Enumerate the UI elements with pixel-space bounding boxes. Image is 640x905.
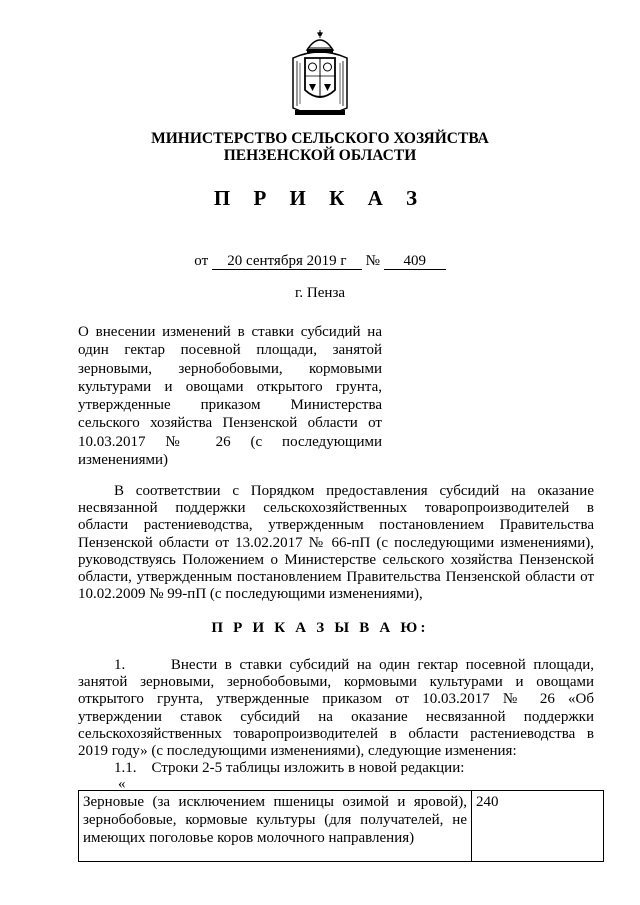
date-number-line <box>0 253 640 270</box>
preamble-line: области, утвержденным постановлением Правительства Пензенской области от <box>78 568 594 585</box>
preamble-line: области растениеводства, утвержденным постановлением Правительства <box>78 517 594 534</box>
ministry-name-line2: ПЕНЗЕНСКОЙ ОБЛАСТИ <box>223 147 417 164</box>
item-1-line: занятой зерновыми, зернобобовыми, кормовыми культурами и овощами <box>78 674 594 691</box>
city: г. Пенза <box>294 285 346 301</box>
preamble-line: руководствуясь Положением о Министерстве сельского хозяйства Пензенской <box>78 551 594 568</box>
order-subject <box>78 323 382 469</box>
document-type-title: П Р И К А З <box>213 186 427 210</box>
ministry-name-line1: МИНИСТЕРСТВО СЕЛЬСКОГО ХОЗЯЙСТВА <box>151 130 489 147</box>
coat-of-arms-emblem <box>285 28 355 120</box>
item-1-line: 1. Внести в ставки субсидий на один гектар посевной площади, <box>114 657 594 673</box>
subject-line: культурами и овощами открытого грунта, <box>78 378 382 395</box>
preamble-line: Пензенской области от 13.02.2017 № 66-пП (с последующими изменениями), <box>78 534 594 551</box>
subsidy-rates-table <box>78 790 604 862</box>
subject-line: изменениями) <box>78 452 169 469</box>
subject-line: один гектар посевной площади, занятой <box>78 342 382 359</box>
preamble-paragraph <box>78 483 594 603</box>
number-prefix: № <box>365 253 380 269</box>
subject-line: зерновыми, зернобобовыми, кормовыми <box>78 360 382 377</box>
subject-line: утвержденные приказом Министерства <box>78 397 382 414</box>
crop-category-cell <box>79 791 472 862</box>
crop-category-line: зернобобовые, кормовые культуры (для получателей, не <box>83 812 467 828</box>
document-number: 409 <box>384 254 446 270</box>
order-heading: П Р И К А З Ы В А Ю: <box>211 620 429 636</box>
date-prefix: от <box>194 253 209 269</box>
item-1-paragraph <box>78 657 594 777</box>
item-1-1-line: 1.1. Строки 2-5 таблицы изложить в новой редакции: <box>114 760 465 777</box>
preamble-line: 10.02.2009 № 99-пП (с последующими изменениями), <box>78 586 423 603</box>
preamble-line: несвязанной поддержки сельскохозяйственных товаропроизводителей в <box>78 500 594 517</box>
table-row <box>79 791 604 862</box>
document-date: 20 сентября 2019 г <box>212 254 362 270</box>
item-1-line: сельскохозяйственных товаропроизводителей в области растениеводства в <box>78 725 594 742</box>
subject-line: сельского хозяйства Пензенской области от <box>78 415 382 432</box>
preamble-line: В соответствии с Порядком предоставления субсидий на оказание <box>114 483 594 499</box>
crop-category-line: Зерновые (за исключением пшеницы озимой и яровой), <box>83 794 467 810</box>
crop-category-line: имеющих поголовье коров молочного направления) <box>83 830 415 846</box>
subject-line: 10.03.2017 № 26 (с последующими <box>78 433 382 450</box>
item-1-line: утверждении ставок субсидий на оказание несвязанной поддержки <box>78 708 594 725</box>
opening-quote: « <box>118 776 126 792</box>
item-1-line: 2019 году» (с последующими изменениями), следующие изменения: <box>78 742 517 759</box>
item-1-line: открытого грунта, утвержденные приказом от 10.03.2017 № 26 «Об <box>78 691 594 708</box>
rate-cell: 240 <box>472 791 604 862</box>
subject-line: О внесении изменений в ставки субсидий на <box>78 324 382 340</box>
